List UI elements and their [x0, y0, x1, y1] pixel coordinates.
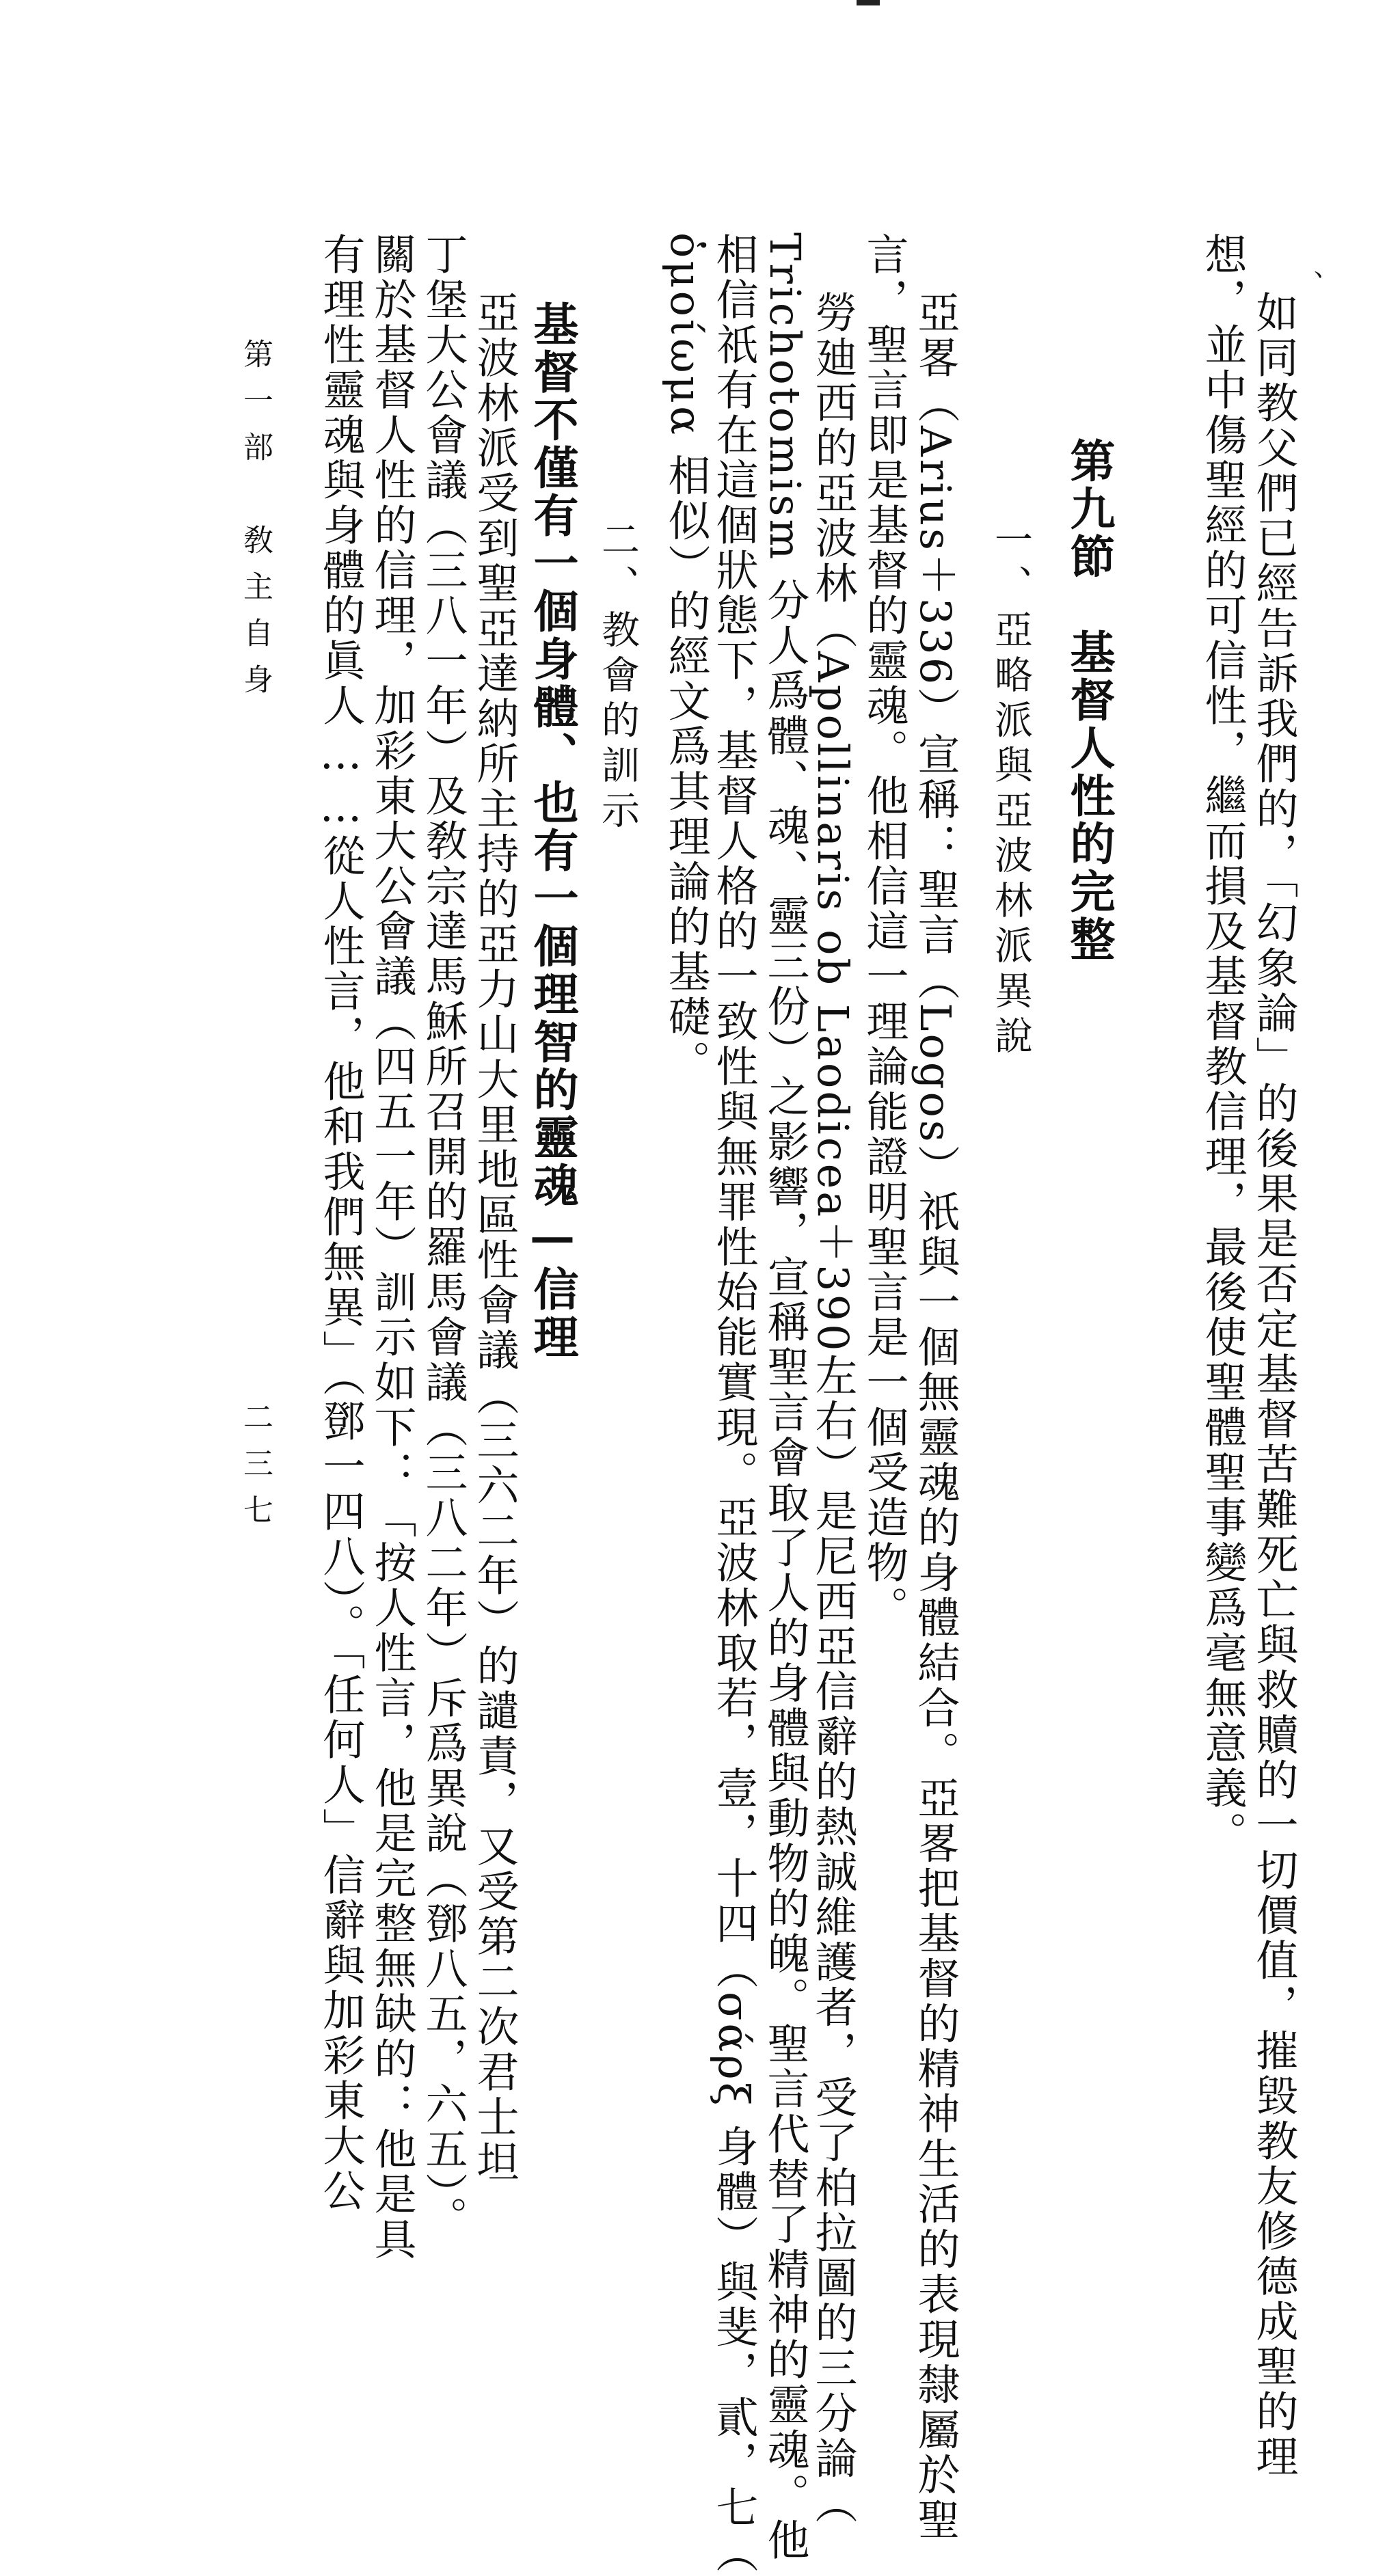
- text-column-12: 有理性靈魂與身體的眞人……從人性言，他和我們無異」（鄧一四八）。「任何人」信辭與加彩東大公: [316, 232, 366, 2214]
- top-edge-mark: [857, 0, 880, 5]
- margin-bullet: 、: [1292, 270, 1323, 300]
- text-column-1: 如同教父們已經告訴我們的，「幻象論」的後果是否定基督苦難死亡與救贖的一切價值，摧毀教友修德成聖的理: [1249, 290, 1299, 2480]
- text-column-8: ὁμοίωμα 相似）的經文爲其理論的基礎。: [661, 232, 711, 1085]
- dogma-heading: 基督不僅有一個身體、也有一個理智的靈魂—信理: [526, 301, 579, 1361]
- page-number: 二三七: [238, 1401, 273, 1541]
- text-column-10: 丁堡大公會議（三八一年）及敎宗達馬穌所召開的羅馬會議（三八二年）斥爲異說（鄧八五，六五）。: [418, 232, 468, 2241]
- text-column-9: 亞波林派受到聖亞達納所主持的亞力山大里地區性會議（三六二年）的譴責，又受第二次君士坦: [470, 290, 520, 2185]
- text-column-6: Trichotomism 分人爲體、魂、靈三份）之影響，宣稱聖言會取了人的身體與動物的魄。聖言代替了精神的靈魂。他: [760, 232, 810, 2563]
- text-column-3: 亞畧（Arius＋336）宣稱：聖言（Logos）祇與一個無靈魂的身體結合。亞畧把基督的精神生活的表現隸屬於聖: [911, 290, 960, 2543]
- section-heading: 第九節 基督人性的完整: [1062, 437, 1116, 964]
- subsection-heading-1: 一、亞略派與亞波林派異說: [988, 519, 1033, 1061]
- text-column-5: 勞廸西的亞波林（Apollinaris ob Laodicea＋390左右）是尼西亞信辭的熱誠維護者，受了柏拉圖的三分論（: [808, 290, 858, 2527]
- running-footer: 第一部 敎主自身: [238, 338, 273, 710]
- text-column-7: 相信祇有在這個狀態下，基督人格的一致性與無罪性始能實現。亞波林取若，壹，十四（σάρξ 身體）與斐，貳，七（: [709, 232, 759, 2576]
- text-column-4: 言，聖言即是基督的靈魂。他相信這一理論能證明聖言是一個受造物。: [859, 232, 909, 1631]
- text-column-2: 想，並中傷聖經的可信性，繼而損及基督教信理，最後使聖體聖事變爲毫無意義。: [1198, 232, 1248, 1856]
- text-column-11: 關於基督人性的信理，加彩東大公會議（四五一年）訓示如下：「按人性言，他是完整無缺的：他是具: [367, 232, 417, 2262]
- subsection-heading-2: 二、教會的訓示: [595, 519, 640, 835]
